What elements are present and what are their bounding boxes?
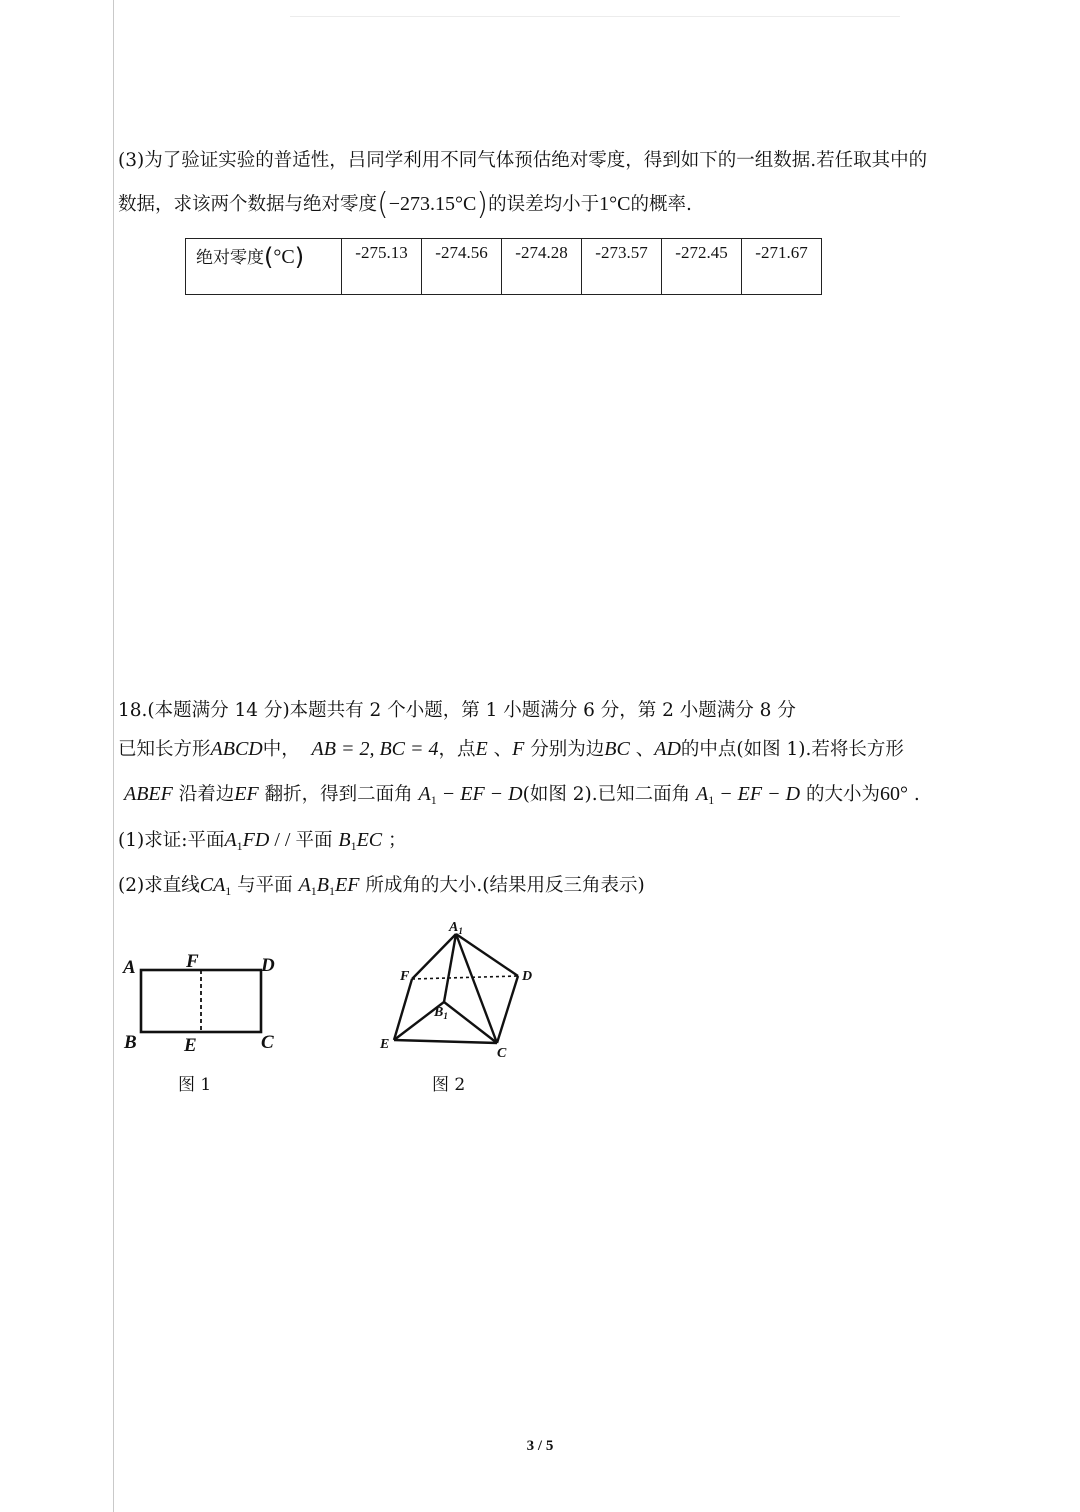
q18-text: 、 bbox=[493, 739, 513, 760]
q18-text: ； bbox=[388, 830, 407, 851]
math-rest: − EF − D bbox=[436, 783, 523, 805]
q18-text: (如图 2).已知二面角 bbox=[522, 784, 691, 805]
label-e: E bbox=[380, 1037, 390, 1052]
figure-1-caption: 图 1 bbox=[178, 1075, 212, 1095]
table-cell: -272.45 bbox=[662, 239, 742, 295]
math-line-ca1 bbox=[200, 874, 232, 896]
q18-text: (1)求证:平面 bbox=[118, 830, 225, 851]
math-point-f: F bbox=[512, 738, 525, 760]
math-dihedral-2 bbox=[696, 783, 800, 805]
q18-text: 中， bbox=[262, 739, 300, 760]
q17-part3-line1 bbox=[118, 147, 927, 175]
absolute-zero-table bbox=[185, 238, 822, 295]
math-angle: 60° bbox=[879, 783, 908, 805]
table-header-unit: °C bbox=[273, 246, 295, 268]
math-sub: 1 bbox=[236, 839, 243, 853]
label-f: F bbox=[186, 951, 199, 972]
figure-2-caption: 图 2 bbox=[432, 1075, 466, 1095]
left-paren: ( bbox=[377, 187, 389, 222]
absolute-zero-unit: °C bbox=[455, 193, 477, 215]
q18-heading bbox=[118, 697, 796, 725]
label-a: A bbox=[123, 957, 136, 978]
math-ef: EF bbox=[234, 783, 259, 805]
math-sub: 1 bbox=[350, 839, 357, 853]
math-sub: 1 bbox=[708, 793, 715, 807]
math-sub: 1 bbox=[430, 793, 437, 807]
table-cell: -271.67 bbox=[742, 239, 822, 295]
q17-part3-text1: (3)为了验证实验的普适性，吕同学利用不同气体预估绝对零度，得到如下的一组数据.若任取其中的 bbox=[118, 150, 928, 171]
q18-text: 所成角的大小.(结果用反三角表示) bbox=[365, 875, 645, 896]
math-sub: 1 bbox=[225, 884, 232, 898]
label-a1: $A_1$ bbox=[449, 920, 463, 936]
table-cell: -274.28 bbox=[502, 239, 582, 295]
math-rest: − EF − D bbox=[714, 783, 801, 805]
table-header-label: 绝对零度 bbox=[196, 248, 264, 268]
label-d: D bbox=[522, 969, 533, 984]
q18-part2 bbox=[118, 871, 645, 905]
table-header-cell bbox=[186, 239, 342, 295]
header-rule bbox=[290, 16, 900, 17]
math-a: A bbox=[224, 829, 237, 851]
label-c: C bbox=[261, 1032, 274, 1053]
math-ec: EC bbox=[356, 829, 383, 851]
q18-text: 翻折，得到二面角 bbox=[264, 784, 413, 805]
q18-text: . bbox=[913, 784, 920, 805]
table-cell: -275.13 bbox=[342, 239, 422, 295]
figure-2-solid bbox=[370, 915, 550, 1065]
math-plane-a1b1ef bbox=[299, 874, 360, 896]
page-number: 3 / 5 bbox=[526, 1438, 554, 1454]
header-right-paren: ) bbox=[294, 243, 305, 271]
q18-heading-text: 18.(本题满分 14 分)本题共有 2 个小题，第 1 小题满分 6 分，第 2 小题满分 8 分 bbox=[118, 700, 796, 721]
edge-fe bbox=[394, 979, 412, 1040]
q18-fold-line bbox=[124, 780, 920, 814]
edge-ec bbox=[394, 1040, 497, 1043]
math-plane-a1fd bbox=[224, 829, 269, 851]
math-point-e: E bbox=[475, 738, 488, 760]
q17-part3-line2 bbox=[118, 187, 692, 222]
q18-text: 、 bbox=[635, 739, 655, 760]
label-d: D bbox=[261, 955, 275, 976]
math-bc: BC bbox=[604, 738, 630, 760]
math-eq: AB = 2, BC = 4 bbox=[311, 738, 439, 760]
label-b1: $B_1$ bbox=[434, 1005, 448, 1021]
page-margin-line bbox=[113, 0, 114, 1512]
edge-a1d bbox=[456, 934, 518, 976]
hidden-edge-fd bbox=[412, 976, 518, 979]
math-b: B bbox=[338, 829, 351, 851]
math-b: B bbox=[316, 874, 330, 896]
table-cell: -274.56 bbox=[422, 239, 502, 295]
q17-part3-text4: 的概率. bbox=[630, 194, 692, 215]
label-f: F bbox=[400, 969, 410, 984]
math-c: C bbox=[199, 874, 214, 896]
error-limit: 1°C bbox=[599, 193, 631, 215]
math-sub: 1 bbox=[329, 884, 336, 898]
q18-text: 与平面 bbox=[237, 875, 293, 896]
q17-part3-text3: 的误差均小于 bbox=[488, 194, 600, 215]
label-e: E bbox=[184, 1035, 197, 1056]
q18-part1 bbox=[118, 826, 407, 860]
math-plane-b1ec bbox=[338, 829, 382, 851]
edge-cd bbox=[497, 976, 518, 1043]
math-ad: AD bbox=[654, 738, 681, 760]
figure-1-rectangle bbox=[118, 945, 298, 1060]
q18-text: 分别为边 bbox=[530, 739, 605, 760]
header-left-paren: ( bbox=[264, 243, 274, 271]
math-a: A bbox=[298, 874, 311, 896]
q17-part3-text2: 数据，求该两个数据与绝对零度 bbox=[118, 194, 378, 215]
math-a: A bbox=[213, 874, 226, 896]
q18-intro-line bbox=[118, 735, 904, 764]
q18-text: (2)求直线 bbox=[118, 875, 200, 896]
math-parallel: / / bbox=[269, 829, 296, 851]
q18-text: 平面 bbox=[295, 830, 333, 851]
q18-text: ，点 bbox=[438, 739, 476, 760]
absolute-zero-value: −273.15 bbox=[388, 193, 456, 215]
q18-text: 已知长方形 bbox=[118, 739, 211, 760]
table-row bbox=[186, 239, 822, 295]
math-a: A bbox=[418, 783, 431, 805]
math-dihedral bbox=[419, 783, 523, 805]
label-c: C bbox=[497, 1046, 507, 1061]
label-b: B bbox=[124, 1032, 137, 1053]
math-fd: FD bbox=[242, 829, 270, 851]
math-sub: 1 bbox=[310, 884, 317, 898]
q18-text: 的中点(如图 1).若将长方形 bbox=[680, 739, 904, 760]
math-abef: ABEF bbox=[124, 783, 173, 805]
right-paren: ) bbox=[476, 187, 489, 222]
q18-text: 的大小为 bbox=[805, 784, 880, 805]
q18-text: 沿着边 bbox=[178, 784, 235, 805]
table-cell: -273.57 bbox=[582, 239, 662, 295]
math-a: A bbox=[695, 783, 709, 805]
math-ef: EF bbox=[335, 874, 360, 896]
math-rect: ABCD bbox=[210, 738, 263, 760]
